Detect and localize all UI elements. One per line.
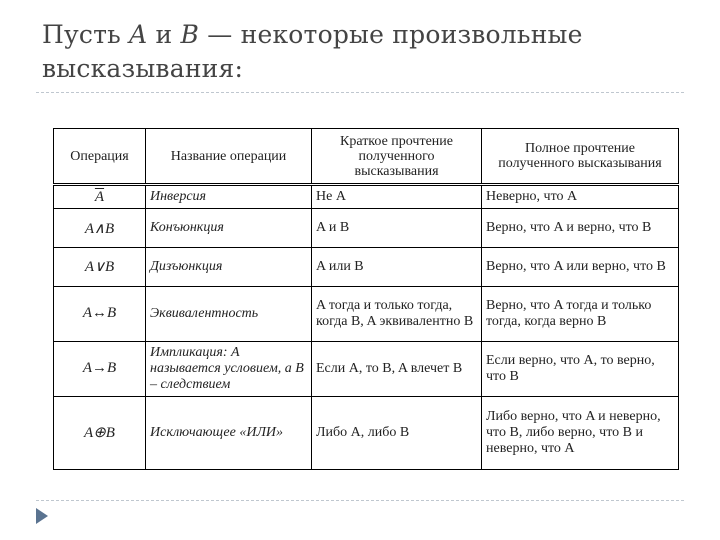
header-name: Название операции <box>146 129 312 185</box>
title-prefix: Пусть <box>42 20 130 49</box>
operation-symbol: A⊕B <box>54 396 146 469</box>
table-row <box>54 248 679 287</box>
table-row <box>54 396 679 469</box>
table-row <box>54 209 679 248</box>
short-reading: Либо A, либо B <box>312 396 482 469</box>
logic-operations-table <box>53 128 679 470</box>
table-row <box>54 341 679 396</box>
operation-name: Дизъюнкция <box>146 248 312 287</box>
short-reading: A тогда и только тогда, когда B, A эквивалентно B <box>312 286 482 341</box>
title-var-a: A <box>129 20 148 49</box>
short-reading: A и B <box>312 209 482 248</box>
full-reading: Верно, что A или верно, что B <box>482 248 679 287</box>
short-reading: Не A <box>312 185 482 209</box>
operation-name: Исключающее «ИЛИ» <box>146 396 312 469</box>
title-divider <box>36 92 684 93</box>
footer-divider <box>36 500 684 501</box>
operation-symbol <box>54 185 146 209</box>
operation-symbol: A↔B <box>54 286 146 341</box>
header-operation: Операция <box>54 129 146 185</box>
short-reading: A или B <box>312 248 482 287</box>
table-row <box>54 286 679 341</box>
slide-arrow-icon <box>36 508 48 524</box>
full-reading: Если верно, что A, то верно, что B <box>482 341 679 396</box>
operation-symbol: A∧B <box>54 209 146 248</box>
table-row <box>54 185 679 209</box>
title-suffix: — некоторые произвольные высказывания: <box>42 20 583 83</box>
operation-name: Конъюнкция <box>146 209 312 248</box>
header-full-reading: Полное прочтение полученного высказывания <box>482 129 679 185</box>
operation-symbol: A→B <box>54 341 146 396</box>
slide-title <box>42 18 682 86</box>
operation-name: Импликация: A называется условием, а B – следствием <box>146 341 312 396</box>
header-short-reading: Краткое прочтение полученного высказывания <box>312 129 482 185</box>
short-reading: Если A, то B, A влечет B <box>312 341 482 396</box>
negation-symbol: $\overline{A}$ <box>94 188 105 205</box>
title-and: и <box>147 20 181 49</box>
operation-name: Инверсия <box>146 185 312 209</box>
full-reading: Либо верно, что A и неверно, что B, либо верно, что B и неверно, что A <box>482 396 679 469</box>
full-reading: Верно, что A и верно, что B <box>482 209 679 248</box>
operation-name: Эквивалентность <box>146 286 312 341</box>
table-header-row <box>54 129 679 185</box>
operation-symbol: A∨B <box>54 248 146 287</box>
title-var-b: B <box>180 20 200 49</box>
full-reading: Верно, что A тогда и только тогда, когда верно B <box>482 286 679 341</box>
full-reading: Неверно, что A <box>482 185 679 209</box>
